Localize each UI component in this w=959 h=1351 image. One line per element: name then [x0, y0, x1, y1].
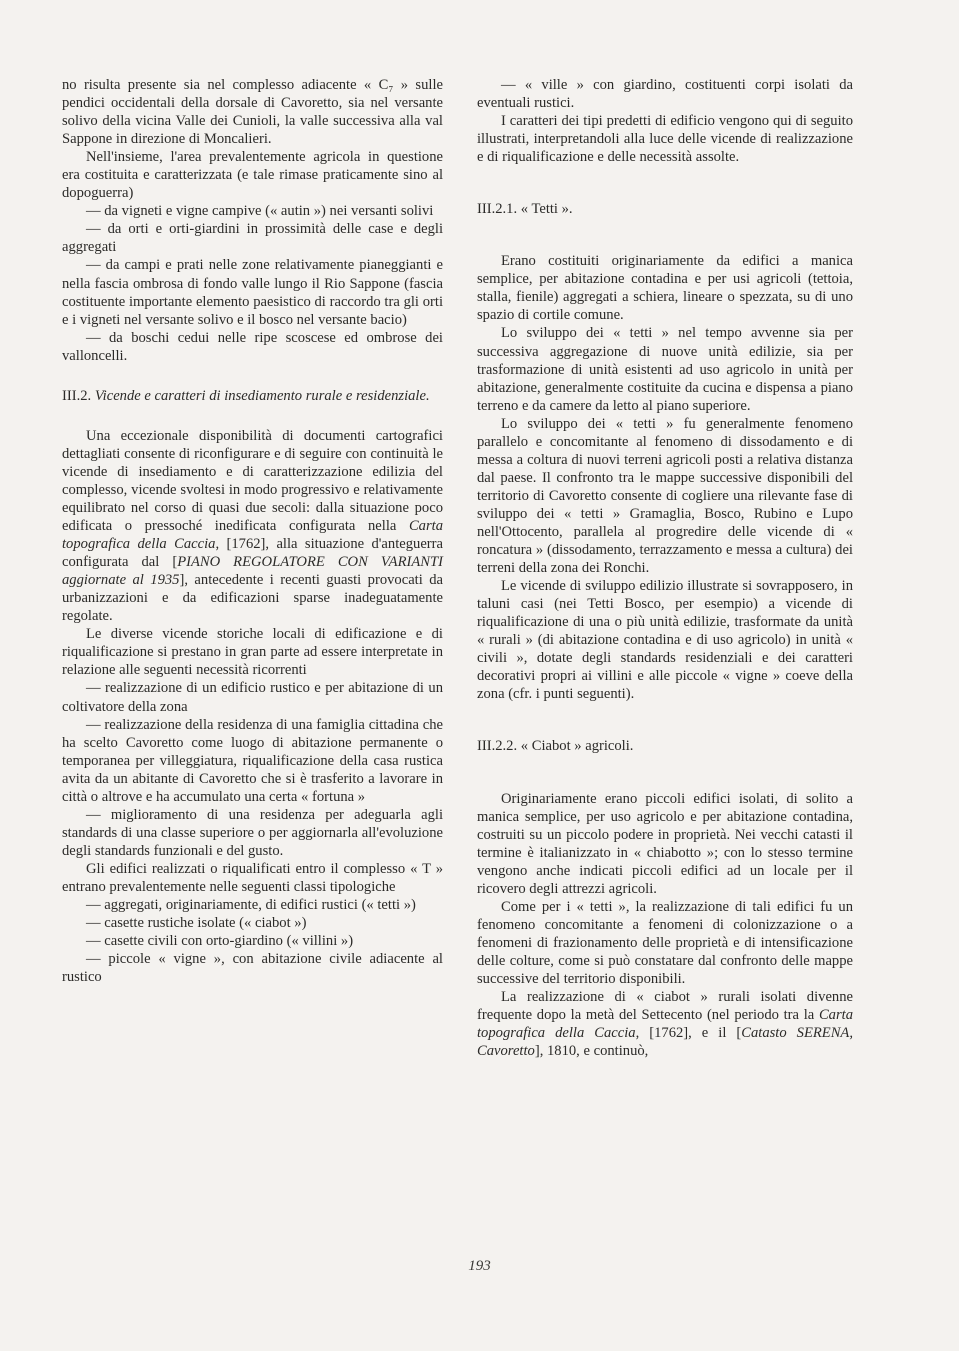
text-run: , [1762], e il [ [635, 1025, 742, 1042]
list-item: — « ville » con giardino, costituenti corpi isolati da eventuali rustici. [477, 77, 853, 112]
italic-citation: Catasto SERENA, Cavoretto [477, 1025, 853, 1060]
list-item: — da orti e orti-giardini in prossimità delle case e degli aggregati [62, 221, 443, 256]
text-run: ], 1810, e continuò, [534, 1043, 649, 1060]
list-item: — da campi e prati nelle zone relativamente pianeggianti e nella fascia ombrosa di fondo valle lungo il Rio Sappone (fascia costituente importante elemento paesistico di raccordo tra gli orti e i vigneti nel versante solivo e il bosco nel versante bacio) [62, 257, 443, 328]
text-run: , [1762], alla situazione d'anteguerra configurata dal [ [62, 536, 443, 571]
list-item: — miglioramento di una residenza per adeguarla agli standards di una classe superiore o per aggiornarla all'evoluzione degli standards funzionali e del gusto. [62, 806, 443, 859]
left-column [62, 76, 443, 986]
section-heading [62, 387, 443, 405]
text-run: La realizzazione di « ciabot » rurali isolati divenne frequente dopo la metà del Settecento (nel periodo tra la [477, 989, 853, 1024]
paragraph: I caratteri dei tipi predetti di edificio vengono qui di seguito illustrati, interpretandoli alla luce delle vicende di realizzazione e di riqualificazione e delle necessità assolte. [477, 113, 853, 166]
italic-citation: PIANO REGOLATORE CON VARIANTI aggiornate al 1935 [62, 554, 443, 589]
paragraph: no risulta presente sia nel complesso adiacente « C₇ » sulle pendici occidentali della dorsale di Cavoretto, sia nel versante solivo della vicina Valle dei Cunioli, la valle successiva alla val Sappone in direzione di Moncalieri. [62, 77, 443, 148]
list-item: — realizzazione della residenza di una famiglia cittadina che ha scelto Cavoretto come luogo di abitazione permanente o temporanea per villeggiatura, riqualificazione della casa rustica avita da un abitante di Cavoretto che si è trasferito a lavorare in città o altrove e ha accumulato una certa « fortuna » [62, 716, 443, 805]
list-item: — da boschi cedui nelle ripe scoscese ed ombrose dei valloncelli. [62, 329, 443, 364]
paragraph: Gli edifici realizzati o riqualificati entro il complesso « T » entrano prevalentemente nelle seguenti classi tipologiche [62, 860, 443, 895]
paragraph [62, 427, 443, 626]
paragraph: Nell'insieme, l'area prevalentemente agricola in questione era costituita e caratterizzata (e tale rimase praticamente sino al dopoguerra) [62, 149, 443, 202]
paragraph: Lo sviluppo dei « tetti » fu generalmente fenomeno parallelo e concomitante al fenomeno di dissodamento e di messa a coltura di nuovi terreni agricoli posti a relativa distanza dal paese. Il confronto tra le mappe successive disponibili del territorio di Cavoretto consente di cogliere una rilevante fase di sviluppo dei « tetti » Gramaglia, Bosco, Rubino e Lupo nell'Ottocento, parallela al progredire delle vicende di « roncatura » (dissodamento, terrazzamento e messa a cultura) dei terreni della zona dei Ronchi. [477, 415, 853, 577]
list-item: — da vigneti e vigne campive (« autin ») nei versanti solivi [86, 203, 434, 220]
text-run: Una eccezionale disponibilità di documenti cartografici dettagliati consente di riconfigurare e di seguire con continuità le vicende di insediamento e di caratterizzazione edilizia del complesso, vicende svoltesi in modo progressivo e relativamente equilibrato nel corso di quasi due secoli: dalla situazione poco edificata o pressoché inedificata configurata nella [62, 427, 443, 535]
page-number: 193 [468, 1258, 491, 1274]
section-heading: III.2.2. « Ciabot » agricoli. [477, 738, 634, 755]
paragraph [477, 988, 853, 1060]
italic-citation: Carta topografica della Caccia [62, 518, 443, 553]
list-item: — realizzazione di un edificio rustico e per abitazione di un coltivatore della zona [62, 680, 443, 715]
right-column [477, 76, 853, 1060]
list-item: — piccole « vigne », con abitazione civile adiacente al rustico [62, 951, 443, 986]
paragraph: Lo sviluppo dei « tetti » nel tempo avvenne sia per successiva aggregazione di nuove unità edilizie, sia per trasformazione di unità esistenti ad uso agricolo in unità per abitazione, generalmente costituite da cucina e dispensa a piano terreno e da camere da letto al piano superiore. [477, 325, 853, 414]
text-run: ], antecedente i recenti guasti provocati da urbanizzazioni e da edificazioni sparse inadeguatamente regolate. [62, 572, 444, 625]
paragraph: Le vicende di sviluppo edilizio illustrate si sovrapposero, in taluni casi (nei Tetti Bosco, per esempio) a vicende di riqualificazione di una o più unità edilizie, trasformate da unità « rurali » (di abitazione contadina e di uso agricolo) in unità « civili », dotate degli standards residenziali e dei caratteri decorativi propri ai villini e alle piccole « vigne » coeve della zona (cfr. i punti seguenti). [477, 578, 853, 703]
list-item: — casette civili con orto-giardino (« villini ») [86, 933, 354, 950]
section-heading: III.2.1. « Tetti ». [477, 201, 573, 218]
paragraph: Le diverse vicende storiche locali di edificazione e di riqualificazione si prestano in gran parte ad essere interpretate in relazione alle seguenti necessità ricorrenti [62, 626, 443, 679]
section-number: III.2. [62, 387, 92, 404]
paragraph: Come per i « tetti », la realizzazione di tali edifici fu un fenomeno concomitante a fenomeni di colonizzazione o a fenomeni di frazionamento delle proprietà e di intensificazione delle colture, come si può constatare dal confronto delle mappe successive del territorio disponibili. [477, 898, 853, 987]
paragraph: Erano costituiti originariamente da edifici a manica semplice, per abitazione contadina e per usi agricoli (tettoia, stalla, fienile) aggregati a schiera, lineare o spezzata, su di uno spazio di cortile comune. [477, 253, 853, 324]
paragraph: Originariamente erano piccoli edifici isolati, di solito a manica semplice, per uso agricolo e per abitazione contadina, costruiti su un piccolo podere in proprietà. Nei vecchi catasti il termine è italianizzato in « chiabotto »; con lo stesso termine vengono anche indicati piccoli edifici ad un locale per il ricovero degli attrezzi agricoli. [477, 790, 853, 897]
list-item: — casette rustiche isolate (« ciabot ») [86, 915, 307, 932]
section-title: Vicende e caratteri di insediamento rurale e residenziale. [94, 387, 430, 404]
list-item: — aggregati, originariamente, di edifici rustici (« tetti ») [86, 897, 416, 914]
italic-citation: Carta topografica della Caccia [477, 1007, 853, 1042]
